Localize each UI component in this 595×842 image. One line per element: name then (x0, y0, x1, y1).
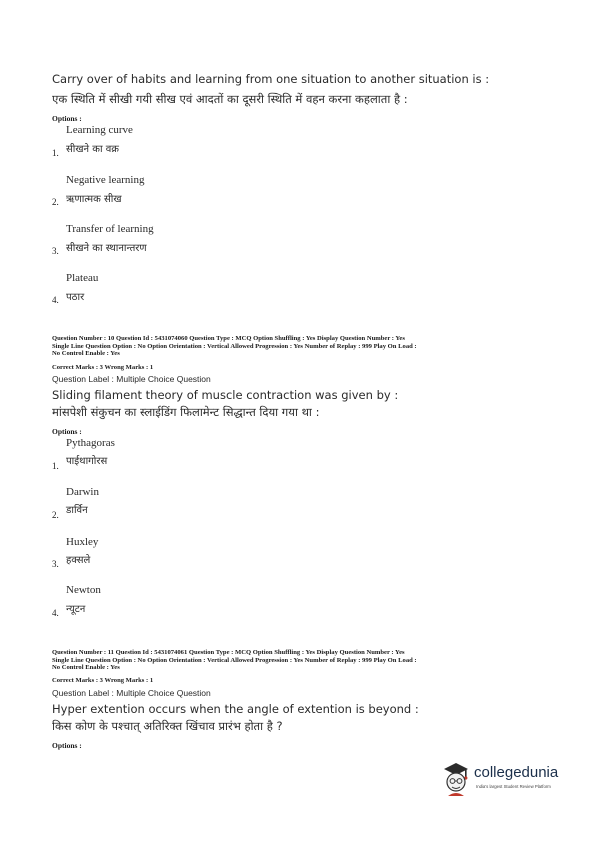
brand-name: collegedunia (474, 764, 559, 781)
option-3-text: Transfer of learning (66, 223, 154, 235)
metadata-line: Question Number : 11 Question Id : 5431074061 Question Type : MCQ Option Shuffling : Yes Display Question Number : Yes (52, 649, 405, 656)
question-11-label: Question Label : Multiple Choice Question (52, 688, 211, 698)
metadata-line: No Control Enable : Yes (52, 664, 120, 672)
question-11-text-hindi: किस कोण के पश्चात् अतिरिक्त खिंचाव प्रारंभ होता है ? (52, 719, 283, 733)
option-3-number: 3. (52, 246, 59, 256)
question-9-text-hindi: एक स्थिति में सीखी गयी सीख एवं आदतों का दूसरी स्थिति में वहन करना कहलाता है : (52, 92, 408, 106)
option-1-text: Learning curve (66, 124, 133, 136)
option-2-text-hindi: डार्विन (66, 505, 88, 516)
question-10-label: Question Label : Multiple Choice Question (52, 374, 211, 384)
option-3-text: Huxley (66, 536, 99, 548)
option-4-text: Newton (66, 584, 101, 596)
option-2-text: Negative learning (66, 174, 145, 186)
question-10-metadata (52, 335, 552, 358)
option-2-number: 2. (52, 510, 59, 520)
option-1-text: Pythagoras (66, 437, 115, 449)
question-11-text: Hyper extention occurs when the angle of extention is beyond : (52, 702, 419, 716)
option-3-number: 3. (52, 559, 59, 569)
option-1-number: 1. (52, 461, 59, 471)
question-11-metadata (52, 649, 552, 672)
question-9-text: Carry over of habits and learning from one situation to another situation is : (52, 72, 490, 86)
options-label: Options : (52, 114, 82, 123)
option-3-text-hindi: हक्सले (66, 555, 91, 566)
options-label: Options : (52, 427, 82, 436)
option-2-text: Darwin (66, 486, 99, 498)
graduate-mascot-icon (440, 760, 472, 800)
question-10-marks: Correct Marks : 3 Wrong Marks : 1 (52, 364, 154, 371)
metadata-line: Question Number : 10 Question Id : 5431074060 Question Type : MCQ Option Shuffling : Yes Display Question Number : Yes (52, 335, 405, 342)
option-1-text-hindi: पाईथागोरस (66, 456, 108, 467)
option-3-text-hindi: सीखने का स्थानान्तरण (66, 243, 147, 254)
option-2-text-hindi: ऋणात्मक सीख (66, 194, 122, 205)
option-1-text-hindi: सीखने का वक्र (66, 144, 119, 155)
collegedunia-logo (440, 760, 585, 800)
option-4-text: Plateau (66, 272, 99, 284)
brand-tagline: India's largest Student Review Platform (476, 784, 551, 789)
option-4-text-hindi: पठार (66, 292, 85, 303)
option-2-number: 2. (52, 197, 59, 207)
question-10-text: Sliding filament theory of muscle contraction was given by : (52, 388, 399, 402)
option-4-number: 4. (52, 295, 59, 305)
metadata-line: No Control Enable : Yes (52, 350, 120, 358)
metadata-line: Single Line Question Option : No Option Orientation : Vertical Allowed Progression : Yes Number of Replay : 999 Play On Load : (52, 656, 417, 664)
question-11-marks: Correct Marks : 3 Wrong Marks : 1 (52, 677, 154, 684)
options-label: Options : (52, 741, 82, 750)
metadata-line: Single Line Question Option : No Option Orientation : Vertical Allowed Progression : Yes Number of Replay : 999 Play On Load : (52, 342, 417, 350)
option-4-number: 4. (52, 608, 59, 618)
question-10-text-hindi: मांसपेशी संकुचन का स्लाईडिंग फिलामेन्ट सिद्धान्त दिया गया था : (52, 405, 320, 419)
option-1-number: 1. (52, 148, 59, 158)
option-4-text-hindi: न्यूटन (66, 604, 86, 615)
